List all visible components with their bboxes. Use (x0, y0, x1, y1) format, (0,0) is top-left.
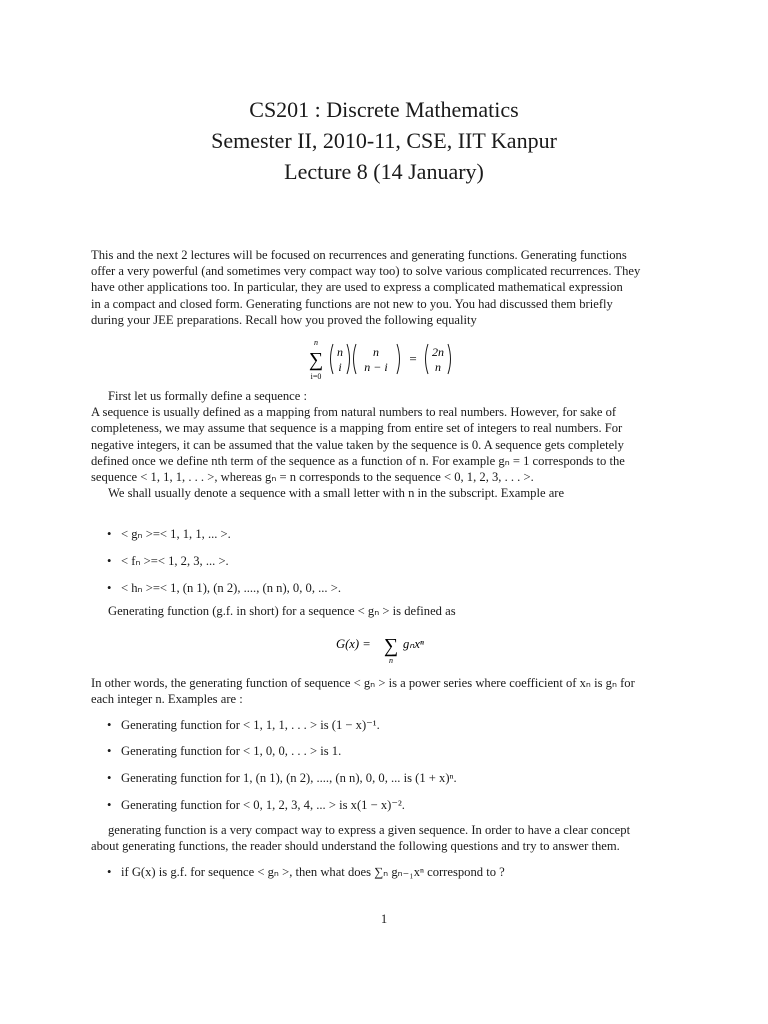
list-item: • Generating function for < 1, 0, 0, . . . > is 1. (107, 744, 342, 758)
binom3-bottom: n (435, 360, 441, 374)
list-item: • Generating function for 1, (n 1), (n 2), ...., (n n), 0, 0, ... is (1 + x)ⁿ. (107, 771, 457, 785)
generating-function-definition (336, 630, 446, 666)
bullet-marker: • (107, 554, 112, 568)
bullet-marker: • (107, 798, 112, 812)
text-line: negative integers, it can be assumed that the value taken by the sequence is 0. A sequence gets completely (91, 437, 624, 452)
binom1-bottom: i (338, 360, 342, 374)
gf-words-paragraph (91, 675, 680, 707)
semester-line: Semester II, 2010-11, CSE, IIT Kanpur (211, 128, 557, 153)
gf-term: gₙxⁿ (403, 637, 424, 651)
list-item: • < hₙ >=< 1, (n 1), (n 2), ...., (n n), 0, 0, ... >. (107, 581, 341, 595)
text-line: offer a very powerful (and sometimes very compact way too) to solve various complicated recurrences. They (91, 264, 641, 279)
gf-lhs: G(x) = (336, 637, 371, 651)
bullet-marker: • (107, 865, 112, 879)
right-paren (448, 344, 451, 374)
course-title: CS201 : Discrete Mathematics (249, 97, 519, 122)
binom2-bottom: n − i (364, 360, 388, 374)
text-line: have other applications too. In particular, they are used to express a complicated mathematical expression (91, 280, 623, 295)
text-line: about generating functions, the reader should understand the following questions and try to answer them. (91, 839, 620, 854)
text-line: In other words, the generating function of sequence < gₙ > is a power series where coefficient of xₙ is gₙ for (91, 676, 635, 690)
binom1-top: n (337, 345, 343, 359)
definition-paragraph (91, 388, 680, 501)
bullet-marker: • (107, 581, 112, 595)
text-line: completeness, we may assume that sequence is a mapping from entire set of integers to real numbers. For (91, 421, 623, 436)
text-line: during your JEE preparations. Recall how you proved the following equality (91, 312, 477, 327)
text-line: Generating function (g.f. in short) for a sequence < gₙ > is defined as (108, 604, 456, 618)
list-item: • Generating function for < 1, 1, 1, . . . > is (1 − x)⁻¹. (107, 718, 380, 732)
bullet-marker: • (107, 527, 112, 541)
sum-index: n (389, 656, 393, 665)
intro-paragraph (91, 247, 680, 328)
text-line: A sequence is usually defined as a mapping from natural numbers to real numbers. However, for sake of (91, 405, 617, 420)
sum-symbol: ∑ (383, 635, 399, 657)
lecture-title (0, 94, 768, 187)
bullet-marker: • (107, 771, 112, 785)
list-item: • < gₙ >=< 1, 1, 1, ... >. (107, 527, 231, 541)
text-line: generating function is a very compact way to express a given sequence. In order to have a clear concept (108, 823, 631, 837)
page-number: 1 (380, 912, 388, 926)
equals-sign: = (409, 351, 417, 366)
text-line: each integer n. Examples are : (91, 692, 243, 707)
list-item: • < fₙ >=< 1, 2, 3, ... >. (107, 554, 229, 568)
list-item: • if G(x) is g.f. for sequence < gₙ >, then what does ∑ₙ gₙ₋₁xⁿ correspond to ? (107, 865, 505, 879)
binom2-top: n (373, 345, 379, 359)
list-item: • Generating function for < 0, 1, 2, 3, 4, ... > is x(1 − x)⁻². (107, 798, 405, 812)
left-paren (331, 344, 334, 374)
closing-paragraph (91, 822, 680, 854)
sum-symbol: ∑ (308, 349, 324, 371)
sum-upper-limit: n (314, 338, 318, 347)
right-paren (347, 344, 350, 374)
text-line: in a compact and closed form. Generating functions are not new to you. You had discussed them briefly (91, 296, 613, 311)
left-paren (426, 344, 429, 374)
text-line: defined once we define nth term of the sequence as a function of n. For example gₙ = 1 corresponds to the (91, 453, 625, 468)
bullet-marker: • (107, 718, 112, 732)
text-line: First let us formally define a sequence : (108, 389, 307, 403)
binom3-top: 2n (432, 345, 444, 359)
text-line: sequence < 1, 1, 1, . . . >, whereas gₙ = n corresponds to the sequence < 0, 1, 2, 3, . . . >. (91, 470, 534, 485)
left-paren (354, 344, 357, 374)
binomial-identity-equation (300, 336, 470, 382)
text-line: We shall usually denote a sequence with a small letter with n in the subscript. Example are (108, 486, 565, 501)
bullet-marker: • (107, 744, 112, 758)
lecture-line: Lecture 8 (14 January) (284, 159, 484, 184)
gf-definition-lead (91, 603, 680, 619)
text-line: This and the next 2 lectures will be focused on recurrences and generating functions. Generating functions (91, 248, 627, 262)
sum-lower-limit: i=0 (310, 372, 322, 381)
right-paren (397, 344, 400, 374)
